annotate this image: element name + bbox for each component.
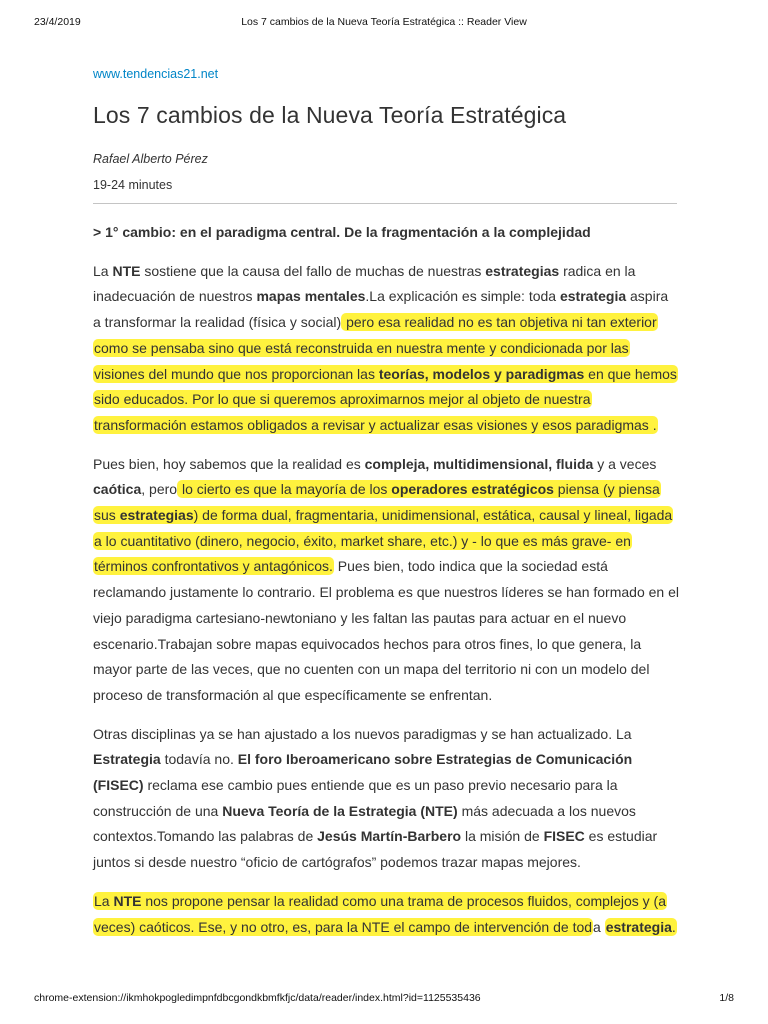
- paragraph-2: Pues bien, hoy sabemos que la realidad es compleja, multidimensional, fluida y a veces caótica, pero lo cierto es que la mayoría de los operadores estratégicos piensa (y piensa sus estrategias) de forma dual, fragmentaria, unidimensional, estática, causal y lineal, ligada a lo cuantitativo (dinero, negocio, éxito, market share, etc.) y - lo que es más grave- en términos confrontativos y antagónicos. Pues bien, todo indica que la sociedad está reclamando justamente lo contrario. El problema es que nuestros líderes se han formado en el viejo paradigma cartesiano-newtoniano y les faltan las pautas para actuar en el nuevo escenario.Trabajan sobre mapas equivocados hechos para otros fines, lo que genera, la mayor parte de las veces, que no cuenten con un mapa del territorio ni con un modelo del proceso de transformación al que específicamente se enfrentan.: [93, 455, 679, 703]
- print-url: chrome-extension://ikmhokpogledimpnfdbcgondkbmfkfjc/data/reader/index.html?id=1125535436: [34, 992, 481, 1004]
- print-header: [34, 16, 734, 32]
- paragraph-3: Otras disciplinas ya se han ajustado a los nuevos paradigmas y se han actualizado. La Estrategia todavía no. El foro Iberoamericano sobre Estrategias de Comunicación (FISEC) reclama ese cambio pues entiende que es un paso previo necesario para la construcción de una Nueva Teoría de la Estrategia (NTE) más adecuada a los nuevos contextos.Tomando las palabras de Jesús Martín-Barbero la misión de FISEC es estudiar juntos si desde nuestro “oficio de cartógrafos” podemos trazar mapas mejores.: [93, 725, 658, 871]
- highlight: pero esa realidad no es tan objetiva ni tan exterior como se pensaba sino que está reconstruida en nuestra mente y condicionada por las visiones del mundo que nos proporcionan las teorías, modelos y paradigmas en que hemos sido educados. Por lo que si queremos aproximarnos mejor al objeto de nuestra transformación estamos obligados a revisar y actualizar esas visiones y esos paradigmas .: [94, 314, 677, 433]
- print-footer: [34, 992, 734, 1008]
- print-date: 23/4/2019: [34, 16, 81, 28]
- highlight: estrategia.: [605, 918, 676, 935]
- article-body: [93, 220, 679, 953]
- article-title: Los 7 cambios de la Nueva Teoría Estratégica: [93, 102, 567, 128]
- paragraph-4: La NTE nos propone pensar la realidad como una trama de procesos fluidos, complejos y (a veces) caóticos. Ese, y no otro, es, para la NTE el campo de intervención de toda estrategia.: [94, 892, 676, 935]
- source-domain-link[interactable]: www.tendencias21.net: [93, 67, 219, 81]
- reading-time: 19-24 minutes: [93, 178, 173, 192]
- page-number: 1/8: [719, 992, 734, 1004]
- highlight: La NTE nos propone pensar la realidad como una trama de procesos fluidos, complejos y (a veces) caóticos. Ese, y no otro, es, para la NTE el campo de intervención de tod: [94, 892, 666, 935]
- print-page-title: Los 7 cambios de la Nueva Teoría Estratégica :: Reader View: [241, 16, 527, 28]
- section-subheading: > 1° cambio: en el paradigma central. De la fragmentación a la complejidad: [93, 224, 591, 240]
- paragraph-1: La NTE sostiene que la causa del fallo de muchas de nuestras estrategias radica en la inadecuación de nuestros mapas mentales.La explicación es simple: toda estrategia aspira a transformar la realidad (física y social) pero esa realidad no es tan objetiva ni tan exterior como se pensaba sino que está reconstruida en nuestra mente y condicionada por las visiones del mundo que nos proporcionan las teorías, modelos y paradigmas en que hemos sido educados. Por lo que si queremos aproximarnos mejor al objeto de nuestra transformación estamos obligados a revisar y actualizar esas visiones y esos paradigmas .: [93, 262, 677, 433]
- article-author: Rafael Alberto Pérez: [93, 152, 208, 166]
- highlight: lo cierto es que la mayoría de los operadores estratégicos piensa (y piensa sus estrategias) de forma dual, fragmentaria, unidimensional, estática, causal y lineal, ligada a lo cuantitativo (dinero, negocio, éxito, market share, etc.) y - lo que es más grave- en términos confrontativos y antagónicos.: [94, 481, 673, 575]
- header-divider: [93, 203, 677, 204]
